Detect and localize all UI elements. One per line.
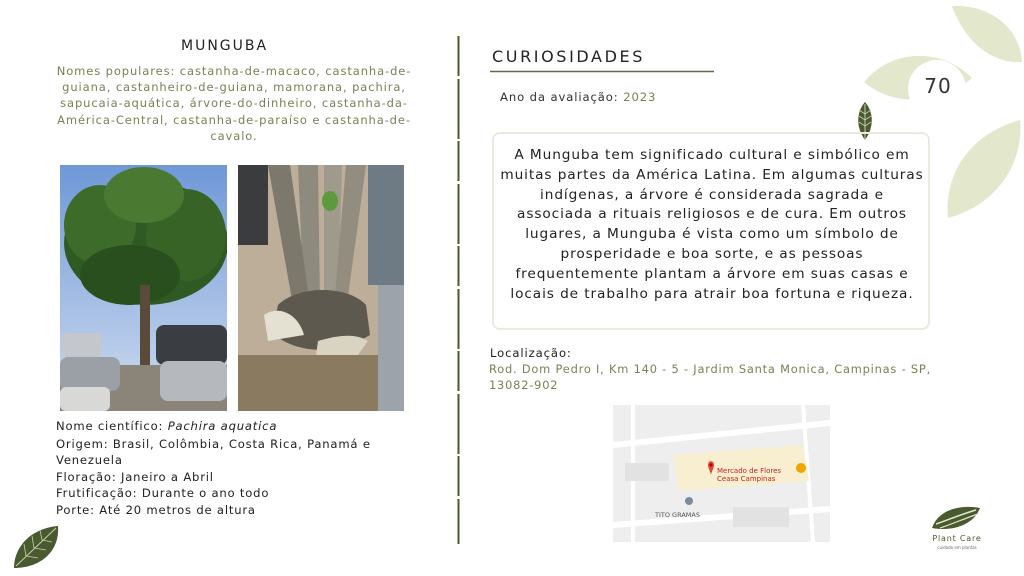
location-address: Rod. Dom Pedro I, Km 140 - 5 - Jardim Santa Monica, Campinas - SP, 13082-902	[489, 362, 932, 392]
brand-tagline: cuidado em plantas	[937, 545, 977, 550]
evaluation-year-label: Ano da avaliação:	[500, 90, 624, 104]
popular-names: Nomes populares: castanha-de-macaco, castanha-de-guiana, castanheiro-de-guiana, mamorana, pachira, sapucaia-aquática, árvore-do-dinheiro, castanha-da-América-Central, castanha-de-paraíso e castanha-de-cavalo.	[56, 64, 412, 143]
evaluation-year-value: 2023	[623, 90, 657, 104]
curiosities-title: CURIOSIDADES	[492, 47, 645, 66]
scientific-name-label: Nome científico:	[56, 419, 168, 433]
species-title: MUNGUBA	[181, 38, 269, 54]
evaluation-year	[500, 90, 656, 104]
species-specs	[56, 418, 416, 519]
plant-care-logo-icon	[930, 502, 982, 532]
origin: Origem: Brasil, Colômbia, Costa Rica, Panamá e Venezuela	[56, 436, 371, 468]
location-label: Localização:	[490, 346, 572, 360]
bottom-leaf-icon	[10, 522, 62, 572]
title-underline	[490, 70, 714, 73]
map-street-label: TITO GRAMAS	[655, 511, 700, 519]
fruiting: Frutificação: Durante o ano todo	[56, 486, 270, 501]
tree-trunk-photo	[238, 165, 404, 411]
scientific-name	[56, 418, 416, 435]
tree-photo-full	[60, 165, 227, 411]
flowering: Floração: Janeiro a Abril	[56, 469, 214, 484]
brand-name: Plant Care	[932, 534, 982, 543]
map-place-label-2: Ceasa Campinas	[717, 475, 776, 483]
page-number: 70	[924, 74, 952, 98]
location-map[interactable]	[613, 405, 830, 542]
scientific-name-value: Pachira aquatica	[167, 419, 278, 433]
tree-size: Porte: Até 20 metros de altura	[56, 502, 256, 517]
map-place-label-1: Mercado de Flores	[717, 467, 782, 475]
curiosity-text: A Munguba tem significado cultural e simbólico em muitas partes da América Latina. Em algumas culturas indígenas, a árvore é considerada sagrada e associada a rituais religiosos e de cura. Em outros lugares, a Munguba é vista como um símbolo de prosperidade e boa sorte, e as pessoas frequentemente plantam a árvore em suas casas e locais de trabalho para atrair boa fortuna e riqueza.	[500, 147, 924, 302]
column-divider	[457, 36, 460, 544]
